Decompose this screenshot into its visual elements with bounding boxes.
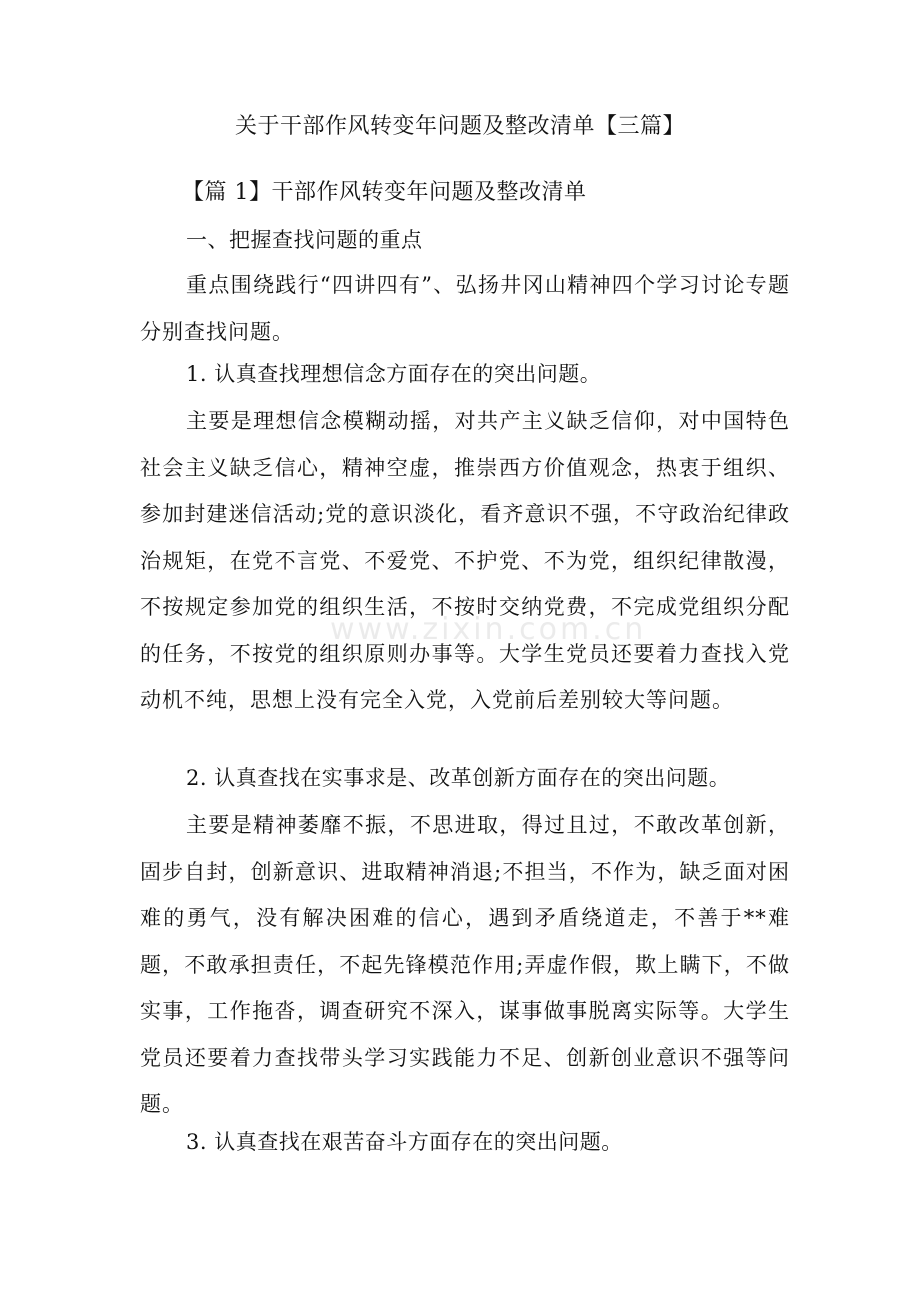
item-1-paragraph: 主要是理想信念模糊动摇，对共产主义缺乏信仰，对中国特色社会主义缺乏信心，精神空虚，推崇西方价值观念，热衷于组织、参加封建迷信活动;党的意识淡化，看齐意识不强，不守政治纪律政治规矩，在党不言党、不爱党、不护党、不为党，组织纪律散漫，不按规定参加党的组织生活，不按时交纳党费，不完成党组织分配的任务，不按党的组织原则办事等。大学生党员还要着力查找入党动机不纯，思想上没有完全入党，入党前后差别较大等问题。 [140,409,790,712]
document-title: 关于干部作风转变年问题及整改清单【三篇】 [234,114,685,139]
item-2-heading: 2. 认真查找在实事求是、改革创新方面存在的突出问题。 [186,766,731,790]
intro-paragraph: 重点围绕践行“四讲四有”、弘扬井冈山精神四个学习讨论专题分别查找问题。 [140,273,790,344]
item-1-heading: 1. 认真查找理想信念方面存在的突出问题。 [186,362,602,386]
heading-1: 一、把握查找问题的重点 [186,228,423,252]
watermark: www.zixin.com.cn [330,612,647,647]
item-2-paragraph: 主要是精神萎靡不振，不思进取，得过且过，不敢改革创新，固步自封，创新意识、进取精神消退;不担当，不作为，缺乏面对困难的勇气，没有解决困难的信心，遇到矛盾绕道走，不善于**难题，不敢承担责任，不起先锋模范作用;弄虚作假，欺上瞒下，不做实事，工作拖沓，调查研究不深入，谋事做事脱离实际等。大学生党员还要着力查找带头学习实践能力不足、创新创业意识不强等问题。 [140,813,790,1116]
section-heading: 【篇 1】干部作风转变年问题及整改清单 [182,180,587,205]
item-3-heading: 3. 认真查找在艰苦奋斗方面存在的突出问题。 [186,1130,623,1154]
